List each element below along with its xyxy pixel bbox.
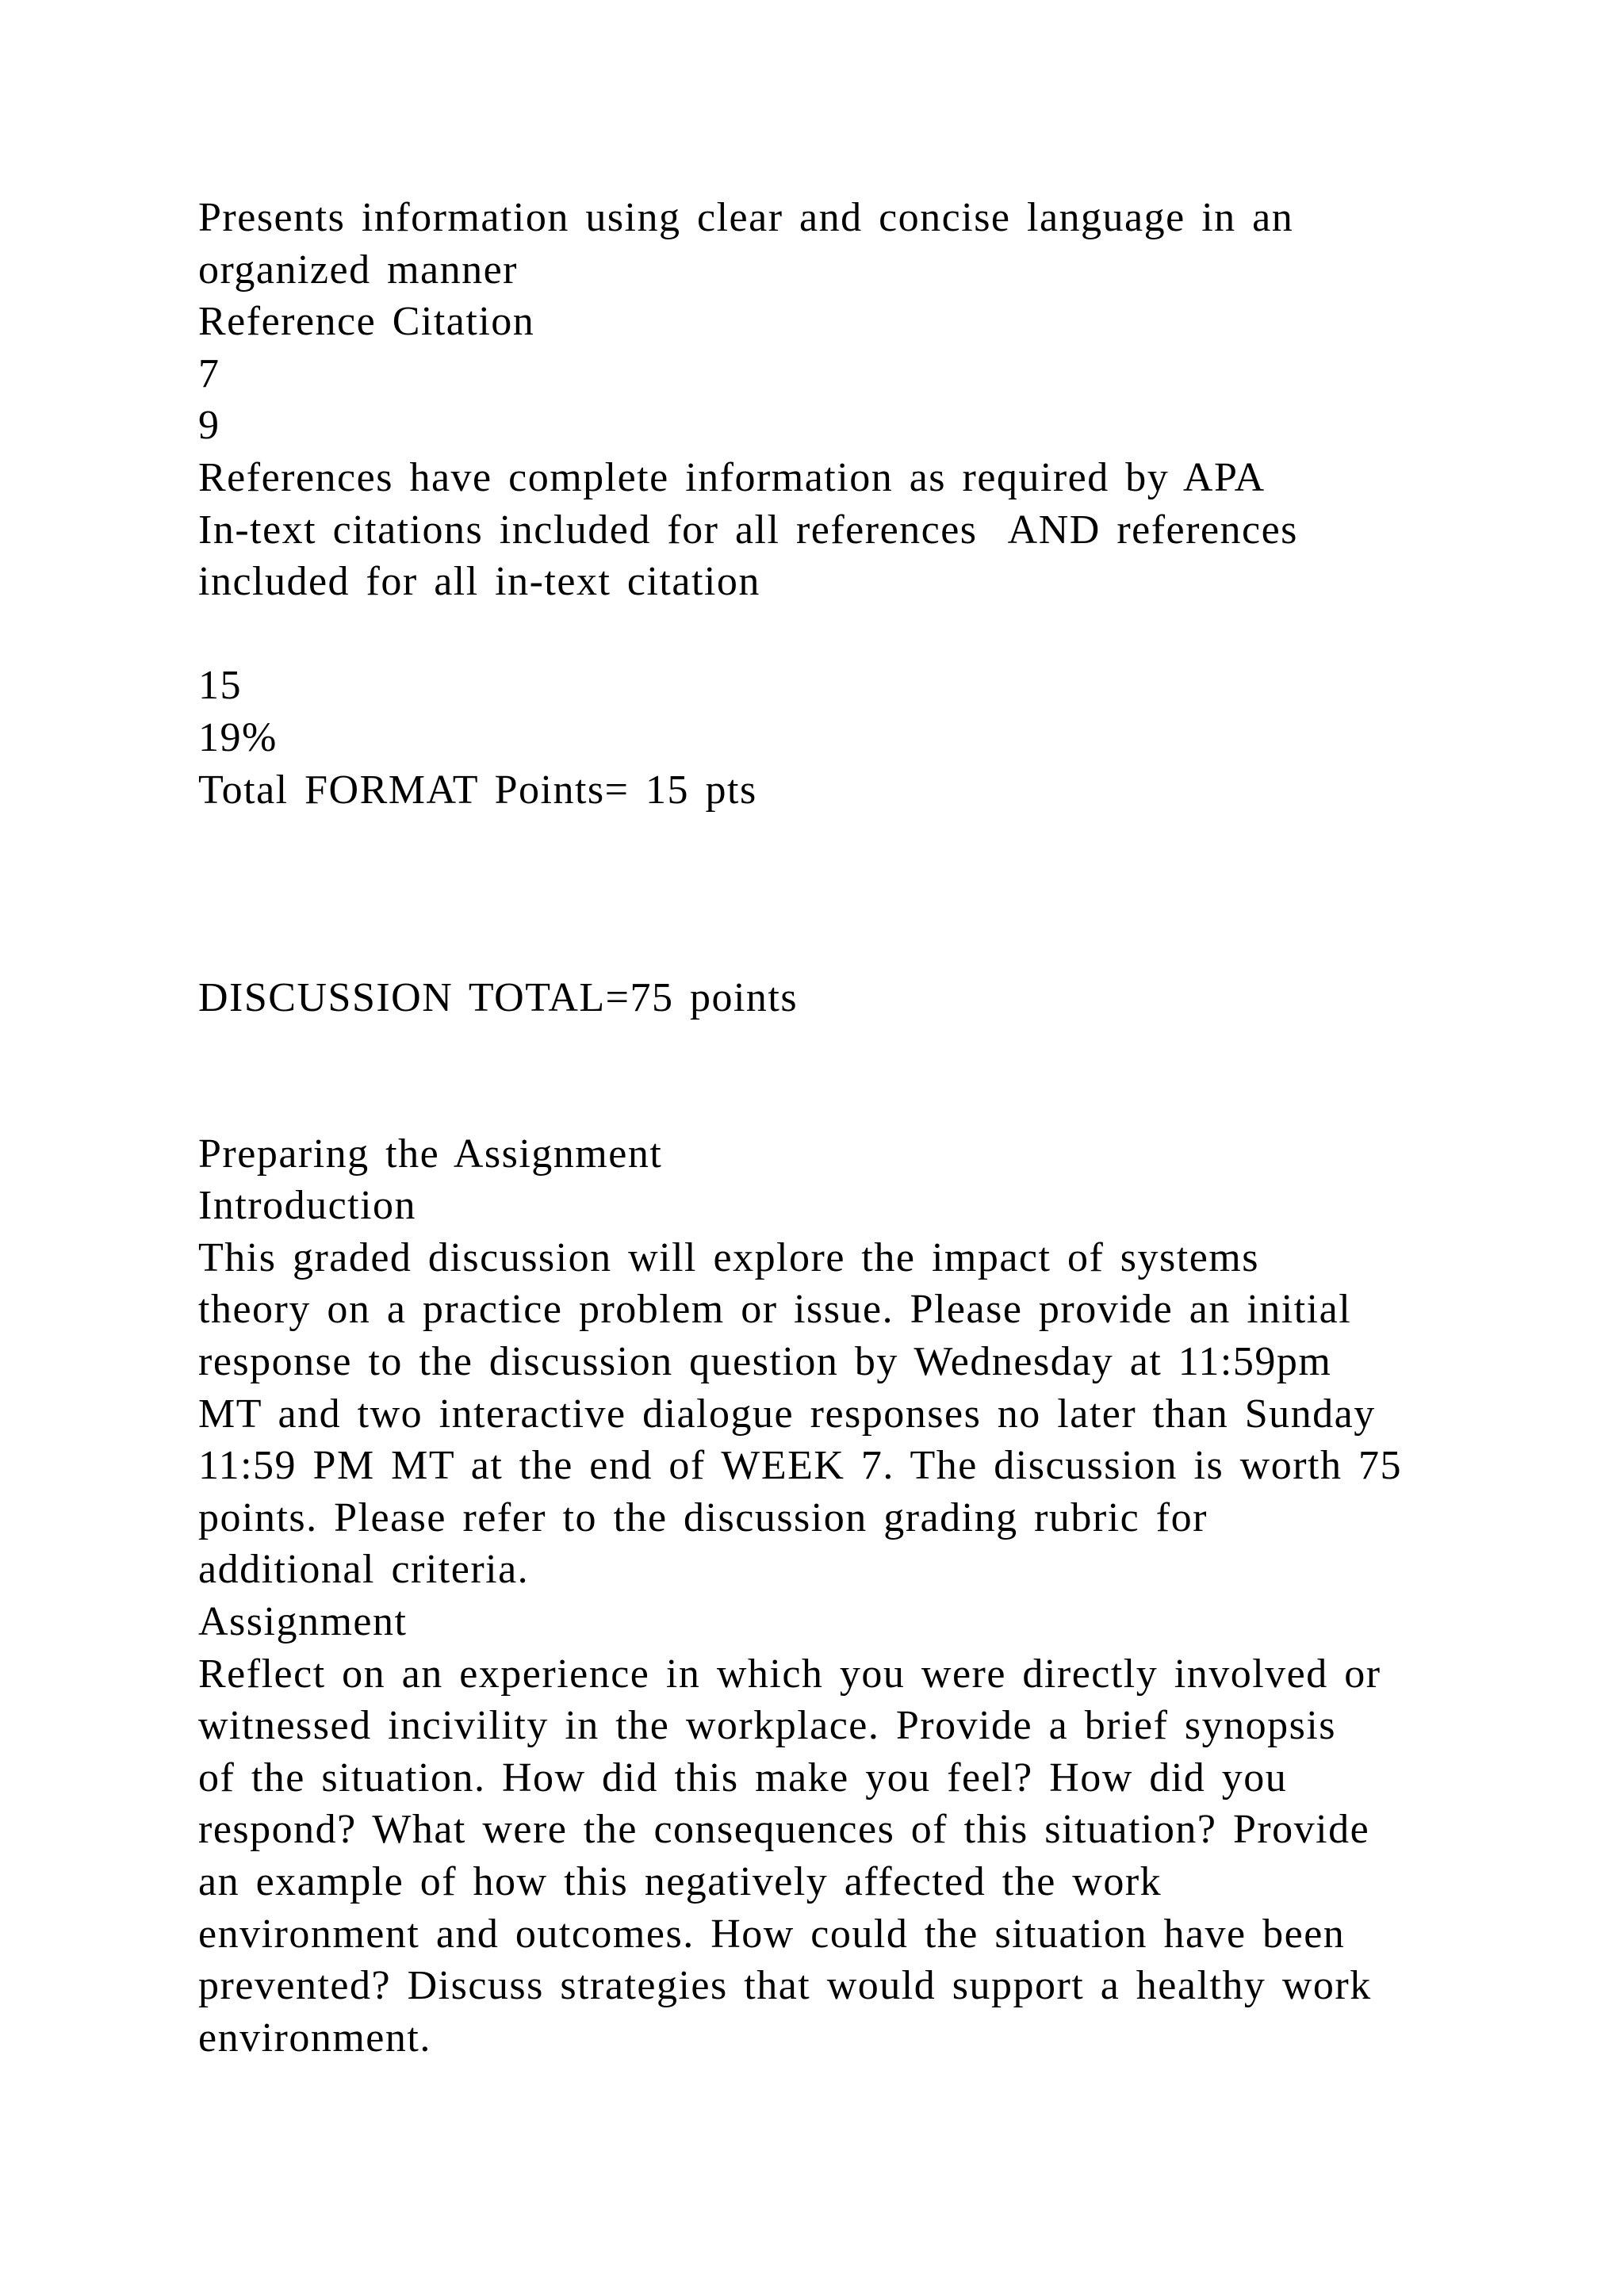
spacer	[198, 608, 1467, 660]
reference-score-a: 7	[198, 350, 220, 396]
assignment-line: prevented? Discuss strategies that would support a healthy work	[198, 1963, 1372, 2009]
assignment-line: environment.	[198, 2015, 431, 2061]
format-percent-value: 19%	[198, 714, 278, 760]
introduction-line: theory on a practice problem or issue. Please provide an initial	[198, 1287, 1352, 1333]
assignment-line: of the situation. How did this make you feel? How did you	[198, 1755, 1288, 1800]
introduction-heading: Introduction	[198, 1183, 417, 1229]
reference-score-b: 9	[198, 403, 220, 449]
assignment-line: Reflect on an experience in which you were directly involved or	[198, 1651, 1381, 1697]
introduction-line: 11:59 PM MT at the end of WEEK 7. The discussion is worth 75	[198, 1443, 1402, 1489]
rubric-clarity-text-line-2: organized manner	[198, 247, 518, 293]
reference-criterion-2-line-1: In-text citations included for all references AND references	[198, 507, 1298, 553]
assignment-paragraph	[198, 1648, 1467, 2064]
assignment-line: environment and outcomes. How could the situation have been	[198, 1911, 1346, 1957]
assignment-line: respond? What were the consequences of this situation? Provide	[198, 1807, 1370, 1853]
spacer	[198, 920, 1467, 972]
spacer	[198, 1024, 1467, 1077]
rubric-clarity-text-line-1: Presents information using clear and concise language in an	[198, 195, 1294, 240]
introduction-line: This graded discussion will explore the impact of systems	[198, 1234, 1259, 1280]
spacer	[198, 1076, 1467, 1128]
format-total-line: Total FORMAT Points= 15 pts	[198, 767, 757, 813]
document-body	[198, 192, 1467, 2064]
introduction-line: points. Please refer to the discussion grading rubric for	[198, 1494, 1208, 1540]
introduction-line: additional criteria.	[198, 1547, 530, 1593]
format-points-value: 15	[198, 663, 242, 709]
reference-criterion-2-line-2: included for all in-text citation	[198, 559, 760, 605]
reference-citation-heading: Reference Citation	[198, 299, 535, 345]
assignment-heading: Assignment	[198, 1599, 408, 1645]
assignment-line: witnessed incivility in the workplace. Provide a brief synopsis	[198, 1703, 1337, 1749]
introduction-line: MT and two interactive dialogue responses no later than Sunday	[198, 1391, 1376, 1437]
discussion-total-line: DISCUSSION TOTAL=75 points	[198, 974, 799, 1020]
spacer	[198, 816, 1467, 868]
introduction-line: response to the discussion question by Wednesday at 11:59pm	[198, 1339, 1332, 1385]
assignment-line: an example of how this negatively affected the work	[198, 1859, 1162, 1904]
reference-criterion-1: References have complete information as required by APA	[198, 454, 1266, 500]
introduction-paragraph	[198, 1232, 1467, 1596]
preparing-assignment-heading: Preparing the Assignment	[198, 1131, 663, 1177]
spacer	[198, 868, 1467, 920]
